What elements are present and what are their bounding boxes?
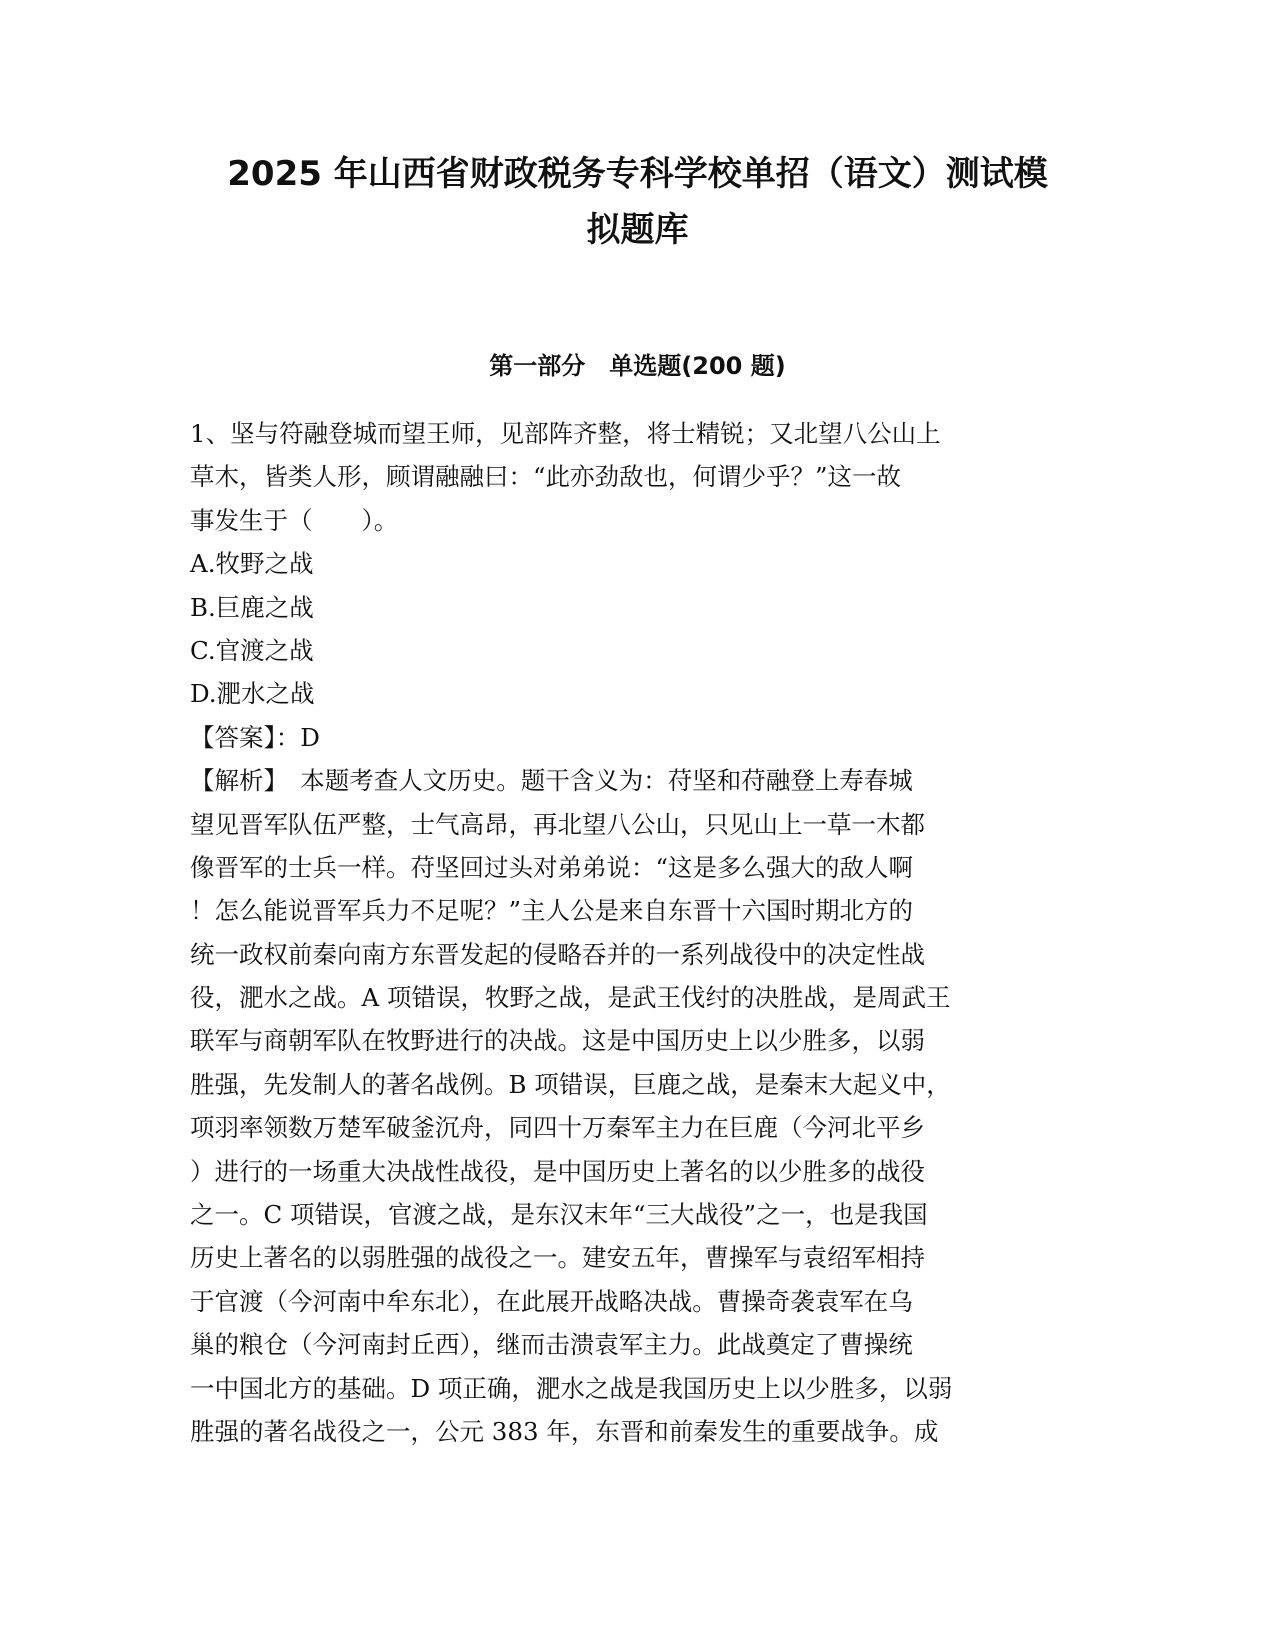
title-line-1: 2025 年山西省财政税务专科学校单招（语文）测试模	[227, 154, 1048, 194]
analysis-line: 之一。C 项错误，官渡之战，是东汉末年“三大战役”之一，也是我国	[190, 1200, 928, 1230]
question-stem-line: 事发生于（ ）。	[190, 505, 399, 535]
option-c: C.官渡之战	[190, 635, 314, 665]
analysis-line: 一中国北方的基础。D 项正确，淝水之战是我国历史上以少胜多，以弱	[190, 1373, 953, 1403]
analysis-line: 【解析】 本题考查人文历史。题干含义为：苻坚和苻融登上寿春城	[190, 766, 913, 796]
option-d: D.淝水之战	[190, 679, 315, 709]
analysis-line: ）进行的一场重大决战性战役，是中国历史上著名的以少胜多的战役	[190, 1156, 925, 1186]
section-heading: 第一部分 单选题(200 题)	[489, 352, 786, 380]
analysis-line: 联军与商朝军队在牧野进行的决战。这是中国历史上以少胜多，以弱	[190, 1026, 925, 1056]
analysis-line: 胜强的著名战役之一，公元 383 年，东晋和前秦发生的重要战争。成	[190, 1416, 939, 1446]
analysis-line: 役，淝水之战。A 项错误，牧野之战，是武王伐纣的决胜战，是周武王	[190, 983, 951, 1013]
option-a: A.牧野之战	[190, 549, 314, 579]
answer-line: 【答案】：D	[190, 722, 320, 752]
analysis-line: 统一政权前秦向南方东晋发起的侵略吞并的一系列战役中的决定性战	[190, 939, 925, 969]
question-stem-line: 1、坚与符融登城而望王师，见部阵齐整，将士精锐；又北望八公山上	[190, 419, 941, 448]
option-b: B.巨鹿之战	[190, 592, 314, 622]
analysis-line: 巢的粮仓（今河南封丘西），继而击溃袁军主力。此战奠定了曹操统	[190, 1330, 913, 1360]
title-line-2: 拟题库	[586, 210, 689, 250]
document-title	[150, 146, 1125, 258]
analysis-line: 于官渡（今河南中牟东北），在此展开战略决战。曹操奇袭袁军在乌	[190, 1286, 913, 1316]
analysis-line: 望见晋军队伍严整，士气高昂，再北望八公山，只见山上一草一木都	[190, 809, 925, 839]
analysis-line: ！怎么能说晋军兵力不足呢？”主人公是来自东晋十六国时期北方的	[190, 896, 914, 926]
analysis-line: 历史上著名的以弱胜强的战役之一。建安五年，曹操军与袁绍军相持	[190, 1243, 925, 1273]
analysis-line: 胜强，先发制人的著名战例。B 项错误，巨鹿之战，是秦末大起义中，	[190, 1069, 951, 1099]
question-block	[190, 412, 1090, 1453]
question-stem-line: 草木，皆类人形，顾谓融融曰：“此亦劲敌也，何谓少乎？”这一故	[190, 462, 902, 492]
analysis-line: 项羽率领数万楚军破釜沉舟，同四十万秦军主力在巨鹿（今河北平乡	[190, 1113, 925, 1143]
analysis-line: 像晋军的士兵一样。苻坚回过头对弟弟说：“这是多么强大的敌人啊	[190, 852, 914, 882]
